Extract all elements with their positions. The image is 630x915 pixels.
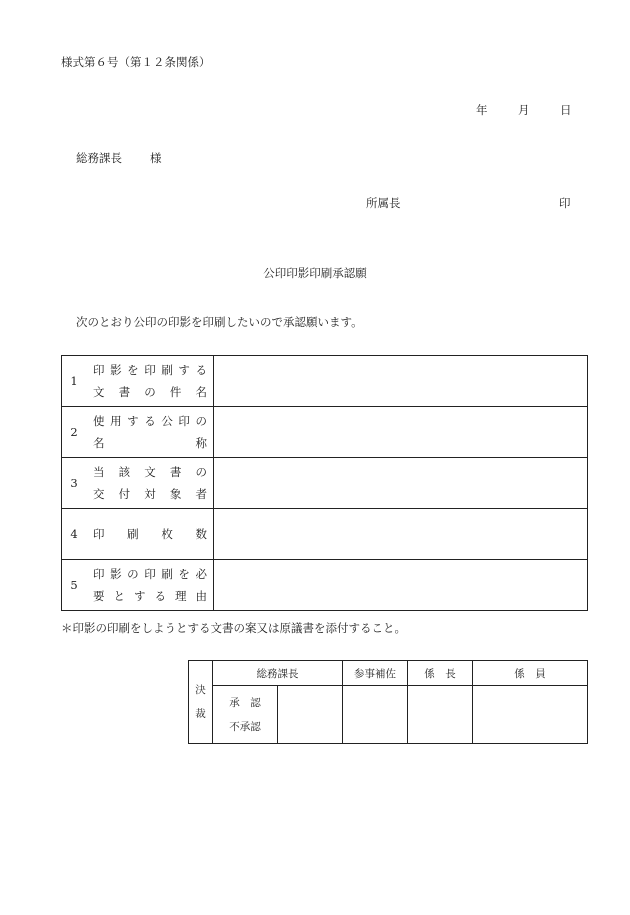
- item-label-line1: 使 用 す る 公 印 の: [93, 414, 207, 428]
- request-table: [61, 355, 588, 611]
- item-label: [83, 356, 214, 407]
- table-row: [62, 560, 588, 611]
- item-number: 3: [62, 458, 84, 509]
- form-number: 様式第６号（第１２条関係）: [61, 55, 211, 69]
- table-row: [62, 458, 588, 509]
- stamp-sanji-hosa[interactable]: [343, 686, 408, 744]
- sender-title: 所属長: [366, 196, 401, 210]
- decision-label-1: 決: [195, 684, 206, 696]
- header-soumu-kacho: 総務課長: [213, 661, 343, 686]
- item-value-field[interactable]: [214, 407, 588, 458]
- item-value-field[interactable]: [214, 509, 588, 560]
- approval-stamp-row: [189, 686, 588, 744]
- table-row: [62, 509, 588, 560]
- item-label-line1: 印 影 の 印 刷 を 必: [93, 567, 207, 581]
- stamp-kakariin[interactable]: [473, 686, 588, 744]
- item-label-line1: 印 刷 枚 数: [93, 527, 207, 541]
- item-label-line1: 印 影 を 印 刷 す る: [93, 363, 207, 377]
- addressee-title: 総務課長: [76, 151, 122, 165]
- option-approve[interactable]: 承 認: [229, 696, 261, 709]
- item-label-line2: 要 と す る 理 由: [93, 589, 207, 603]
- item-label: [83, 509, 214, 560]
- decision-options[interactable]: [213, 686, 278, 744]
- item-label-line2: 名 称: [93, 436, 207, 450]
- item-label: [83, 407, 214, 458]
- seal-mark: 印: [559, 196, 571, 210]
- item-value-field[interactable]: [214, 560, 588, 611]
- approval-header-row: [189, 661, 588, 686]
- item-label-line1: 当 該 文 書 の: [93, 465, 207, 479]
- date-day: 日: [560, 103, 572, 117]
- addressee-honorific: 様: [150, 151, 162, 165]
- item-number: 5: [62, 560, 84, 611]
- date-line: [476, 102, 572, 118]
- header-sanji-hosa: 参事補佐: [343, 661, 408, 686]
- date-year: 年: [476, 103, 488, 117]
- item-label-line2: 交 付 対 象 者: [93, 487, 207, 501]
- item-value-field[interactable]: [214, 356, 588, 407]
- decision-label-2: 裁: [195, 708, 206, 720]
- decision-label: [189, 661, 213, 744]
- approval-table: [188, 660, 588, 744]
- stamp-soumu-kacho[interactable]: [278, 686, 343, 744]
- attachment-note: ＊印影の印刷をしようとする文書の案又は原議書を添付すること。: [61, 621, 406, 635]
- item-label: [83, 560, 214, 611]
- item-label-line2: 文 書 の 件 名: [93, 385, 207, 399]
- option-disapprove[interactable]: 不承認: [229, 720, 261, 733]
- item-number: 4: [62, 509, 84, 560]
- table-row: [62, 407, 588, 458]
- date-month: 月: [518, 103, 530, 117]
- header-kakariin: 係 員: [473, 661, 588, 686]
- item-number: 1: [62, 356, 84, 407]
- header-kakaricho: 係 長: [408, 661, 473, 686]
- item-value-field[interactable]: [214, 458, 588, 509]
- item-label: [83, 458, 214, 509]
- item-number: 2: [62, 407, 84, 458]
- document-title: 公印印影印刷承認願: [263, 266, 367, 280]
- intro-text: 次のとおり公印の印影を印刷したいので承認願います。: [76, 315, 363, 329]
- table-row: [62, 356, 588, 407]
- stamp-kakaricho[interactable]: [408, 686, 473, 744]
- addressee: [76, 150, 162, 166]
